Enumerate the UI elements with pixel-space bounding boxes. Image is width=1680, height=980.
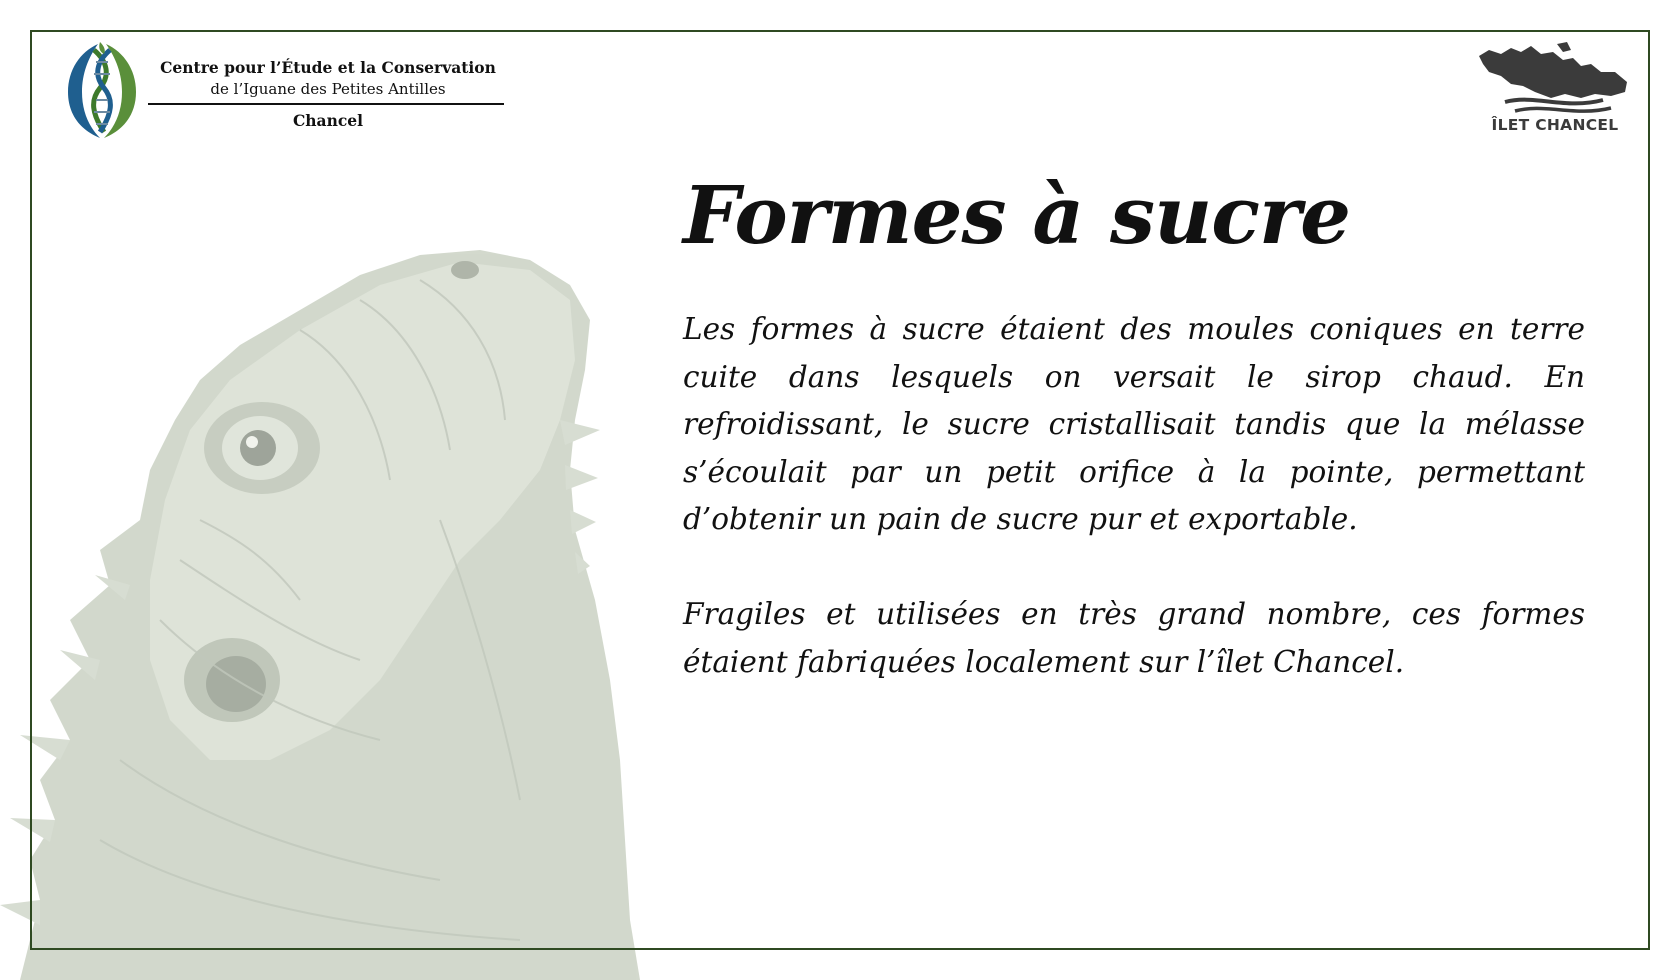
page-title: Formes à sucre xyxy=(683,168,1351,262)
body-text xyxy=(683,306,1585,686)
organization-logo xyxy=(60,40,510,140)
organization-name xyxy=(148,58,508,130)
ilet-chancel-logo xyxy=(1475,40,1635,140)
org-divider xyxy=(148,103,504,105)
org-name-line2: de l’Iguane des Petites Antilles xyxy=(210,80,446,98)
paragraph-1: Les formes à sucre étaient des moules coniques en terre cuite dans lesquels on versait le sirop chaud. En refroidissant, le sucre cristallisait tandis que la mélasse s’écoulait par un petit orifice à la pointe, permettant d’obtenir un pain de sucre pur et exportable. xyxy=(683,312,1585,536)
ilet-chancel-label: ÎLET CHANCEL xyxy=(1491,116,1619,134)
org-name-line1: Centre pour l’Étude et la Conservation xyxy=(160,58,496,77)
ilet-chancel-island-icon xyxy=(1475,40,1635,116)
dna-iguana-logo-icon xyxy=(60,40,144,142)
org-name-line3: Chancel xyxy=(292,111,364,130)
paragraph-2: Fragiles et utilisées en très grand nombre, ces formes étaient fabriquées localement sur l’îlet Chancel. xyxy=(683,597,1585,679)
